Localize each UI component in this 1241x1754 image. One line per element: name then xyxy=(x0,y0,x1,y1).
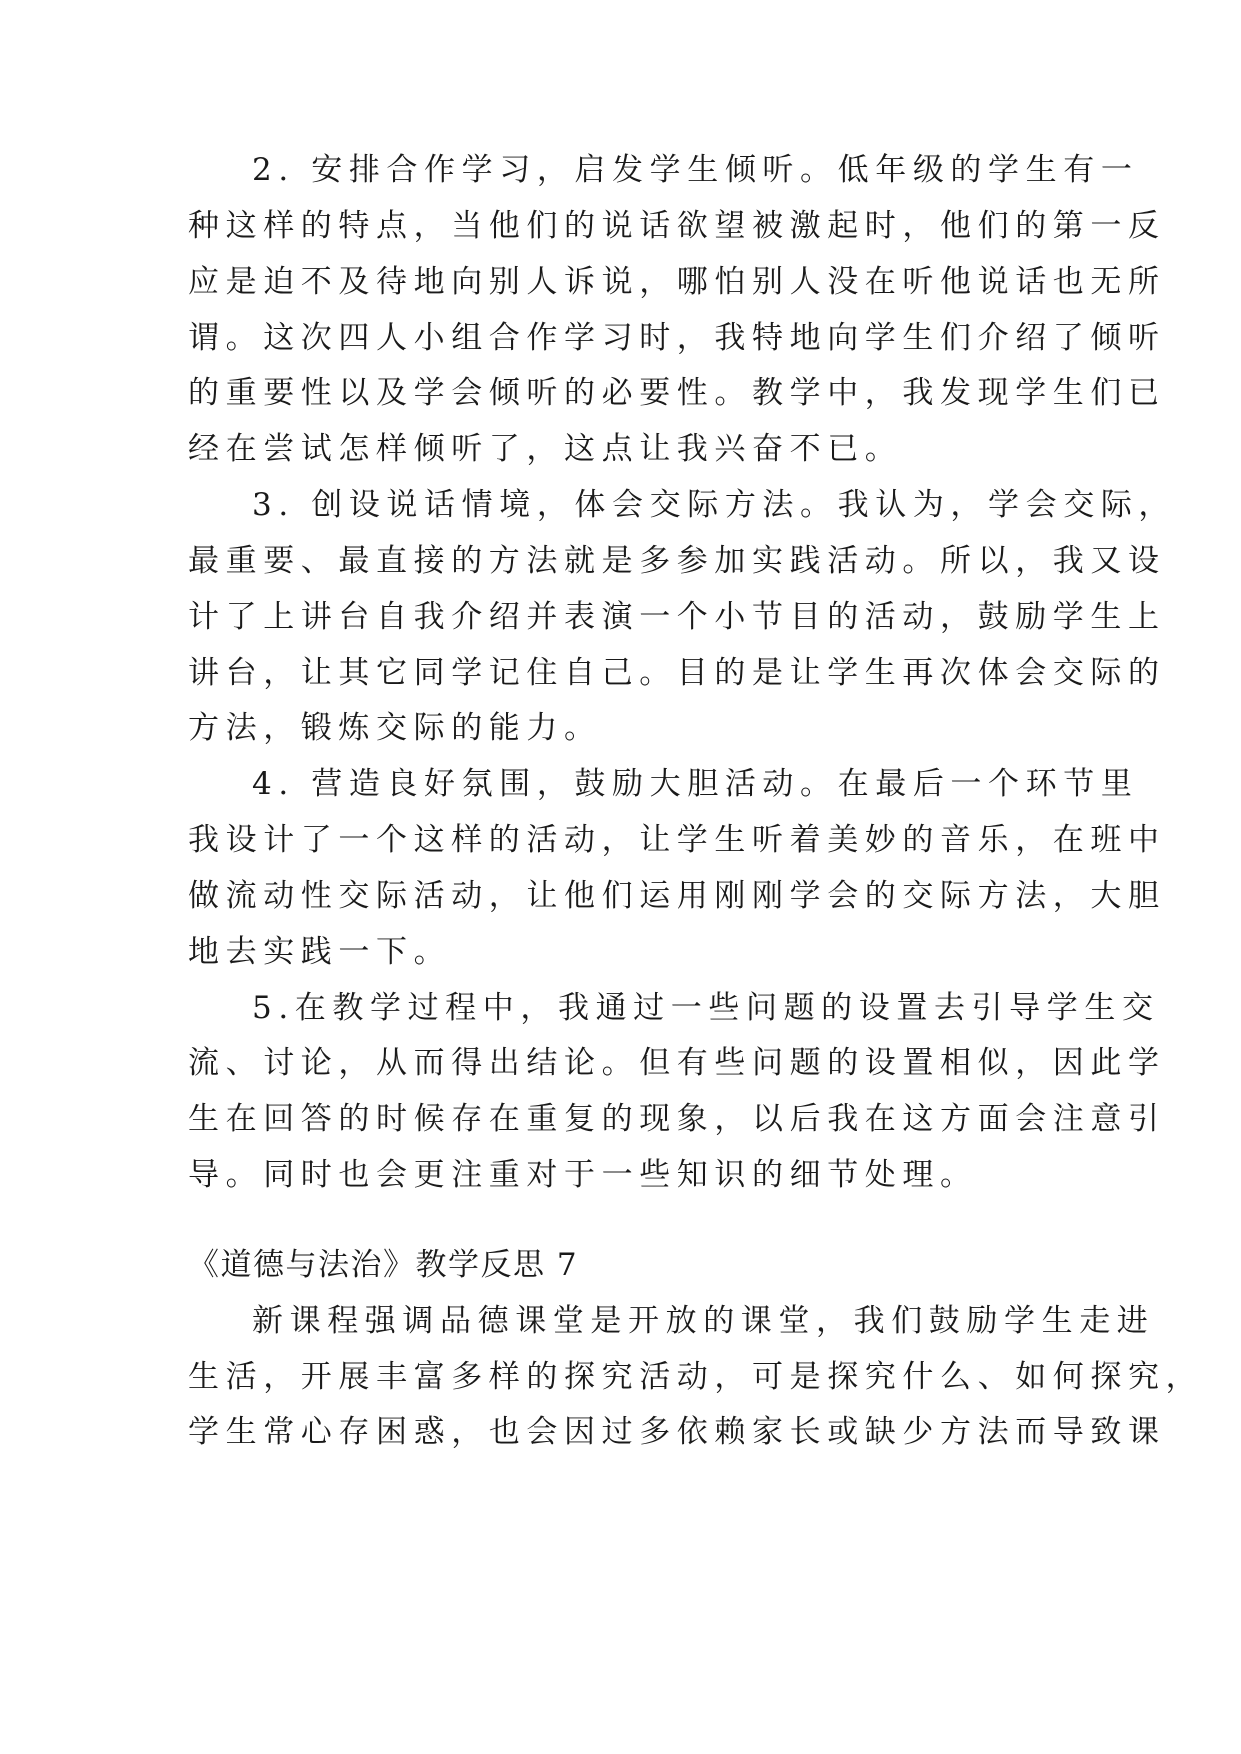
paragraph-3-line-2: 最重要、最直接的方法就是多参加实践活动。所以，我又设 xyxy=(188,543,1166,579)
paragraph-3-line-4: 讲台，让其它同学记住自己。目的是让学生再次体会交际的 xyxy=(188,655,1166,691)
paragraph-5-line-3: 生在回答的时候存在重复的现象，以后我在这方面会注意引 xyxy=(188,1101,1166,1137)
paragraph-5-line-1: 5.在教学过程中，我通过一些问题的设置去引导学生交 xyxy=(252,990,1160,1026)
paragraph-2-line-5: 的重要性以及学会倾听的必要性。教学中，我发现学生们已 xyxy=(188,375,1166,411)
section-heading: 《道德与法治》教学反思 7 xyxy=(188,1247,579,1283)
paragraph-2-line-3: 应是迫不及待地向别人诉说，哪怕别人没在听他说话也无所 xyxy=(188,264,1166,300)
paragraph-6-line-1: 新课程强调品德课堂是开放的课堂，我们鼓励学生走进 xyxy=(252,1303,1155,1339)
paragraph-3-line-5: 方法，锻炼交际的能力。 xyxy=(188,710,602,746)
paragraph-4-line-3: 做流动性交际活动，让他们运用刚刚学会的交际方法，大胆 xyxy=(188,878,1166,914)
paragraph-6-line-3: 学生常心存困惑，也会因过多依赖家长或缺少方法而导致课 xyxy=(188,1414,1166,1450)
paragraph-2-line-1: 2. 安排合作学习，启发学生倾听。低年级的学生有一 xyxy=(252,152,1139,188)
paragraph-4-line-1: 4. 营造良好氛围，鼓励大胆活动。在最后一个环节里 xyxy=(252,766,1139,802)
paragraph-2-line-2: 种这样的特点，当他们的说话欲望被激起时，他们的第一反 xyxy=(188,208,1166,244)
paragraph-4-line-2: 我设计了一个这样的活动，让学生听着美妙的音乐，在班中 xyxy=(188,822,1166,858)
paragraph-5-line-2: 流、讨论，从而得出结论。但有些问题的设置相似，因此学 xyxy=(188,1045,1166,1081)
paragraph-2-line-6: 经在尝试怎样倾听了，这点让我兴奋不已。 xyxy=(188,431,903,467)
paragraph-5-line-4: 导。同时也会更注重对于一些知识的细节处理。 xyxy=(188,1157,978,1193)
paragraph-3-line-1: 3. 创设说话情境，体会交际方法。我认为，学会交际， xyxy=(252,487,1177,523)
paragraph-3-line-3: 计了上讲台自我介绍并表演一个小节目的活动，鼓励学生上 xyxy=(188,599,1166,635)
paragraph-6-line-2: 生活，开展丰富多样的探究活动，可是探究什么、如何探究， xyxy=(188,1359,1204,1395)
paragraph-2-line-4: 谓。这次四人小组合作学习时，我特地向学生们介绍了倾听 xyxy=(188,320,1166,356)
paragraph-4-line-4: 地去实践一下。 xyxy=(188,934,452,970)
